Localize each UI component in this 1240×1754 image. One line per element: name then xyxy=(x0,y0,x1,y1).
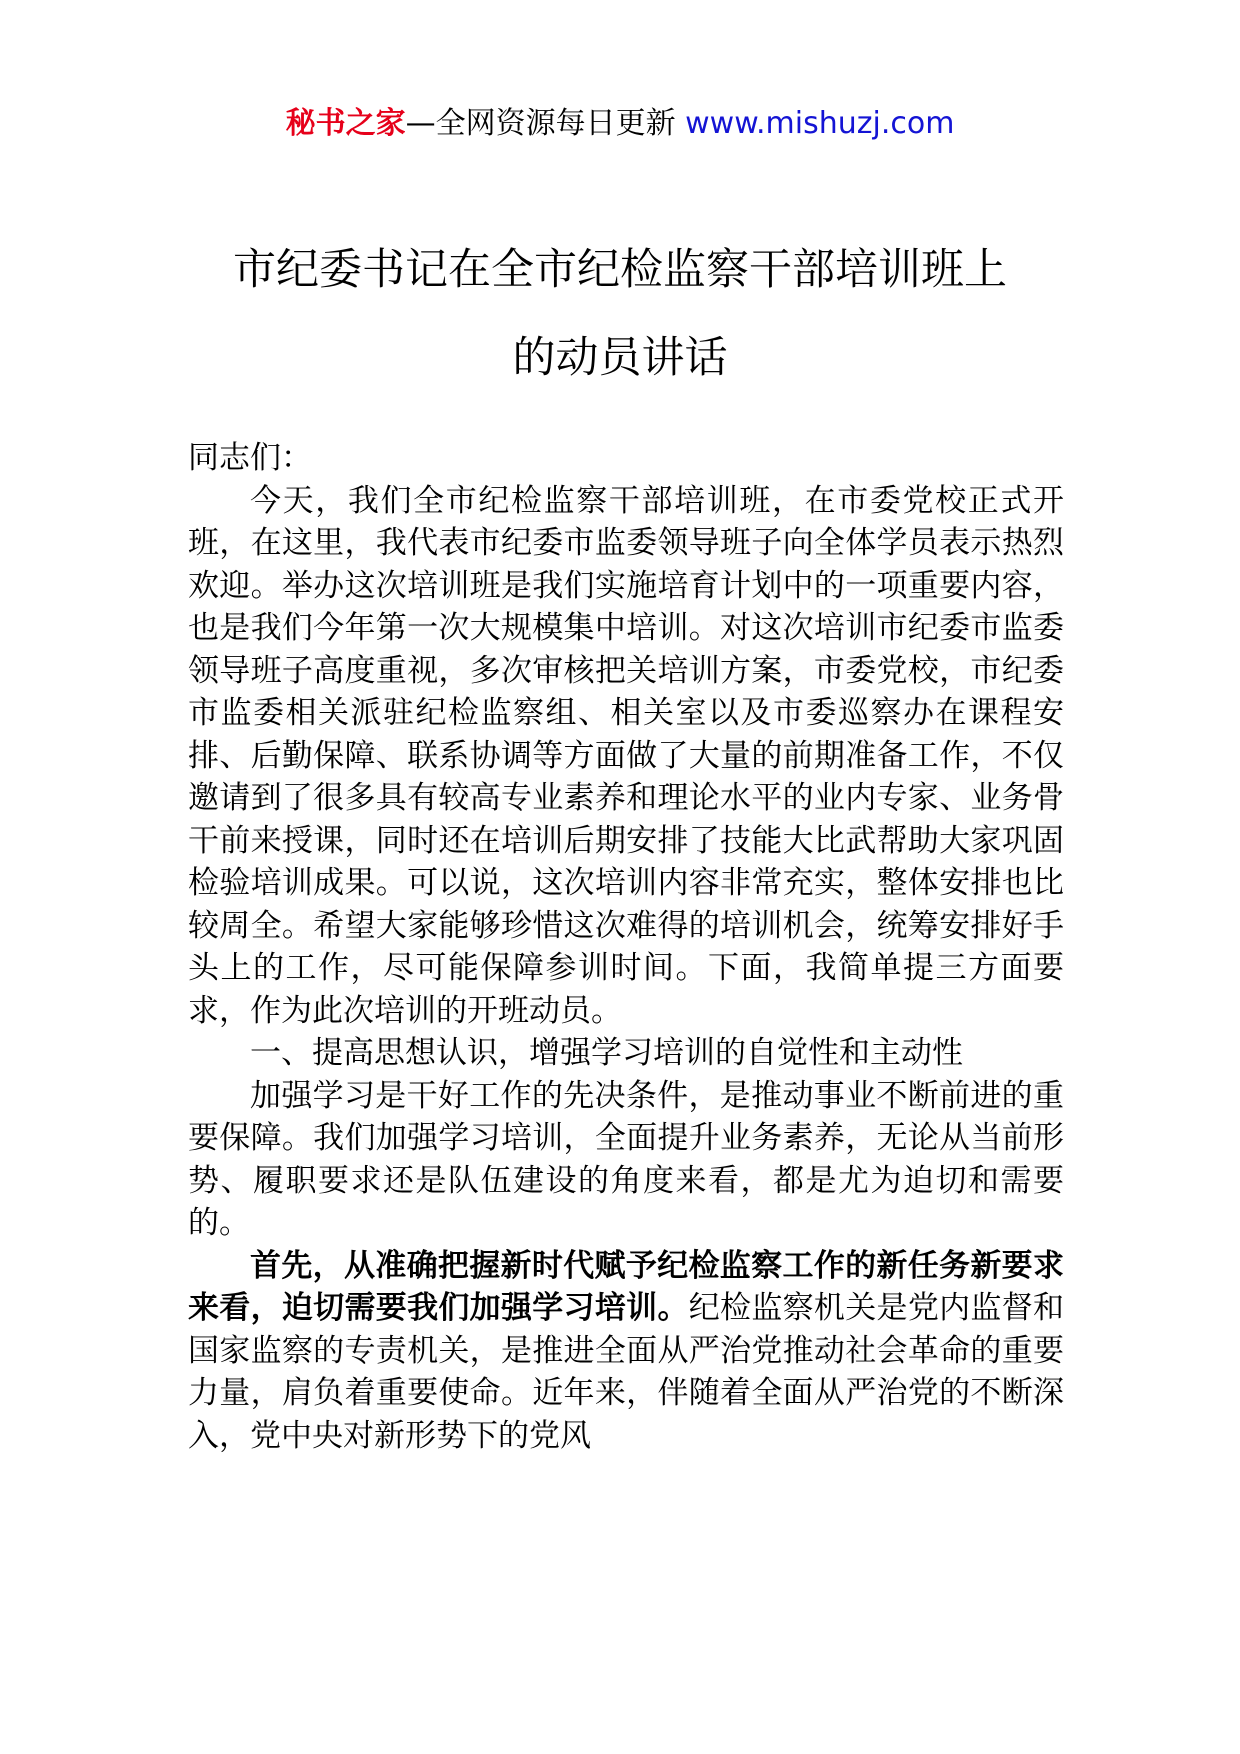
document-title xyxy=(150,226,1090,402)
paragraph-firstly xyxy=(188,1245,1064,1458)
title-line-1: 市纪委书记在全市纪检监察干部培训班上 xyxy=(233,245,1007,295)
site-brand: 秘书之家 xyxy=(285,106,406,141)
site-header xyxy=(0,104,1240,144)
salutation: 同志们： xyxy=(188,440,312,476)
site-slogan: —全网资源每日更新 xyxy=(405,106,686,141)
document-body xyxy=(188,437,1064,1457)
paragraph-firstly-body: 纪检监察机关是党内监督和国家监察的专责机关，是推进全面从严治党推动社会革命的重要力量，肩负着重要使命。近年来，伴随着全面从严治党的不断深入，党中央对新形势下的党风 xyxy=(188,1290,1065,1454)
paragraph-opening: 今天，我们全市纪检监察干部培训班，在市委党校正式开班，在这里，我代表市纪委市监委领导班子向全体学员表示热烈欢迎。举办这次培训班是我们实施培育计划中的一项重要内容，也是我们今年第一次大规模集中培训。对这次培训市纪委市监委领导班子高度重视，多次审核把关培训方案，市委党校，市纪委市监委相关派驻纪检监察组、相关室以及市委巡察办在课程安排、后勤保障、联系协调等方面做了大量的前期准备工作，不仅邀请到了很多具有较高专业素养和理论水平的业内专家、业务骨干前来授课，同时还在培训后期安排了技能大比武帮助大家巩固检验培训成果。可以说，这次培训内容非常充实，整体安排也比较周全。希望大家能够珍惜这次难得的培训机会，统筹安排好手头上的工作，尽可能保障参训时间。下面，我简单提三方面要求，作为此次培训的开班动员。 xyxy=(188,482,1064,1029)
paragraph-firstly-lead: 首先，从准确把握新时代赋予纪检监察工作的新任务新要求来看，迫切需要我们加强学习培训。 xyxy=(188,1247,1064,1326)
site-url-link[interactable]: www.mishuzj.com xyxy=(685,106,955,141)
paragraph-learning: 加强学习是干好工作的先决条件，是推动事业不断前进的重要保障。我们加强学习培训，全面提升业务素养，无论从当前形势、履职要求还是队伍建设的角度来看，都是尤为迫切和需要的。 xyxy=(188,1077,1064,1241)
title-line-2: 的动员讲话 xyxy=(512,333,728,383)
section-heading-1: 一、提高思想认识，增强学习培训的自觉性和主动性 xyxy=(250,1035,963,1071)
